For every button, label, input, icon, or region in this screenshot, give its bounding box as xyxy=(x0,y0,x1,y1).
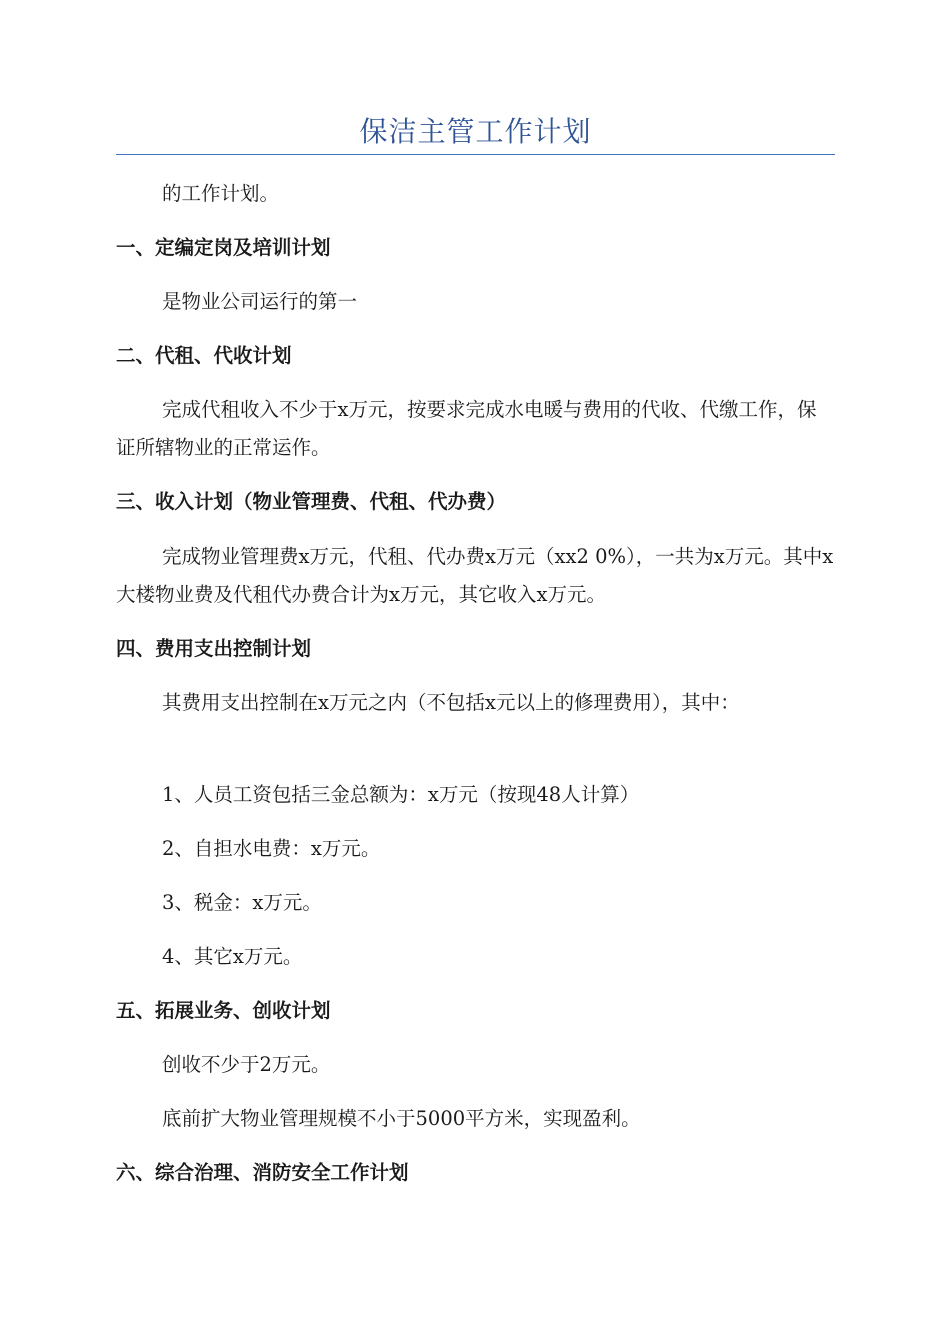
list-item: 4、其它x万元。 xyxy=(162,945,303,968)
section-heading: 五、拓展业务、创收计划 xyxy=(116,999,331,1022)
section-heading: 二、代租、代收计划 xyxy=(116,344,292,367)
list-item: 1、人员工资包括三金总额为：x万元（按现48人计算） xyxy=(162,783,640,806)
paragraph: 是物业公司运行的第一 xyxy=(162,290,358,313)
paragraph: 的工作计划。 xyxy=(162,182,280,205)
section-heading: 四、费用支出控制计划 xyxy=(116,637,312,660)
paragraph: 创收不少于2万元。 xyxy=(162,1053,331,1076)
paragraph: 完成代租收入不少于x万元，按要求完成水电暖与费用的代收、代缴工作，保证所辖物业的正常运作。 xyxy=(116,398,817,459)
list-item: 2、自担水电费：x万元。 xyxy=(162,837,381,860)
list-item: 3、税金：x万元。 xyxy=(162,891,322,914)
title-underline xyxy=(116,154,835,155)
paragraph: 底前扩大物业管理规模不小于5000平方米，实现盈利。 xyxy=(162,1107,641,1130)
section-heading: 三、收入计划（物业管理费、代租、代办费） xyxy=(116,490,507,513)
section-heading: 六、综合治理、消防安全工作计划 xyxy=(116,1161,409,1184)
paragraph: 其费用支出控制在x万元之内（不包括x元以上的修理费用），其中： xyxy=(162,691,740,714)
document-title: 保洁主管工作计划 xyxy=(359,115,592,148)
paragraph: 完成物业管理费x万元，代租、代办费x万元（xx2 0%），一共为x万元。其中x大楼物业费及代租代办费合计为x万元，其它收入x万元。 xyxy=(116,545,834,606)
section-heading: 一、定编定岗及培训计划 xyxy=(116,236,331,259)
